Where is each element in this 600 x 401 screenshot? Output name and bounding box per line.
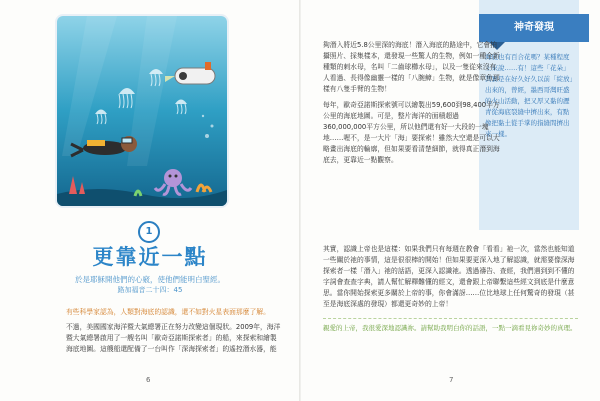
paragraph-1: 夠潛入將近5.8公里深的海底！潛入海底的路途中，它會拍攝照片、採集樣本，還發現一些驚人的生物，例如一種全新種類的刺水母，名叫「二齒球櫛水母」，以及一隻從來沒有人看過、長得像幽靈一樣的「八腕鱆」生物，就是像章魚那樣有八隻手臂的生物！	[323, 41, 500, 93]
chapter-number: 1	[138, 221, 160, 243]
scripture-reference: 路加福音二十四：45	[117, 286, 183, 294]
chapter-title: 更靠近一點	[92, 245, 208, 269]
sidebar-text: 海底也有百合花嗎？某種程度上來說……有！這些「花朵」其實是在好久好久以前「綻放」出來的，曾經，墨西哥灣旺盛的火山活動，把又厚又黏的瀝青從海底裂縫中擠出來，有點像把黏土從手掌的指縫間擠出來一樣。	[485, 53, 573, 138]
left-page	[0, 0, 299, 401]
intro-text: 有些科學家認為，人類對海底的認識，還不如對火星表面那麼了解。	[66, 308, 270, 316]
prayer-reflection: 親愛的上帝，我很愛深地認識祢。請幫助我明白你的話語，一點一滴看見祢奇妙的真理。	[323, 318, 578, 333]
sidebar-title: 神奇發現	[479, 14, 589, 42]
deep-sea-illustration	[55, 14, 229, 208]
left-body-text: 不過，美國國家海洋暨大氣總署正在努力改變這個現狀。2009年，海洋暨大氣總署啟用了一艘名叫「歐奇亞諾斯探索者」的船，來探索和繪製海底地圖。這艘船還配備了一台叫作「深海探索者」的遙控潛水器，能	[66, 323, 281, 353]
page-number-right: 7	[449, 376, 454, 384]
page-number-left: 6	[146, 376, 151, 384]
right-body-text	[323, 40, 501, 171]
right-page	[301, 0, 600, 401]
paragraph-2: 每年，歐奇亞諾斯探索號可以繪製出59,600到98,400平方公里的海底地圖。可是，整片海洋的面積超過360,000,000平方公里，所以他們還有好一大段的一塊地……喔不，是一大片「海」要探索！雖然大空還是可以大略畫出海底的輪廓，但如果要看清楚細節，就得真正潛到海底去，更靠近一點觀察。	[323, 101, 500, 164]
paragraph-3: 其實，認識上帝也是這樣：如果我們只有每週在教會「看看」祂一次，當然也能知道一些關於祂的事情，這是很很棒的開始！但如果要更深入地了解認識，就需要像深海探索者一樣「潛入」祂的話語，更深入認識祂。透過禱告、查經，我們遇到到不懂的字詞會查查字典，請人幫忙解釋難懂的經文，還會跟上帝聯繫這些經文到底是什麼意思。當你開始探索更多關於上帝的事，你會滿訝……位比地球上任何驚奇的發現（甚至是海底深處的發現）都還更奇妙的上帝！	[323, 245, 575, 308]
scripture-quote: 於是耶穌開他們的心竅，使他們能明白聖經。	[75, 275, 225, 284]
